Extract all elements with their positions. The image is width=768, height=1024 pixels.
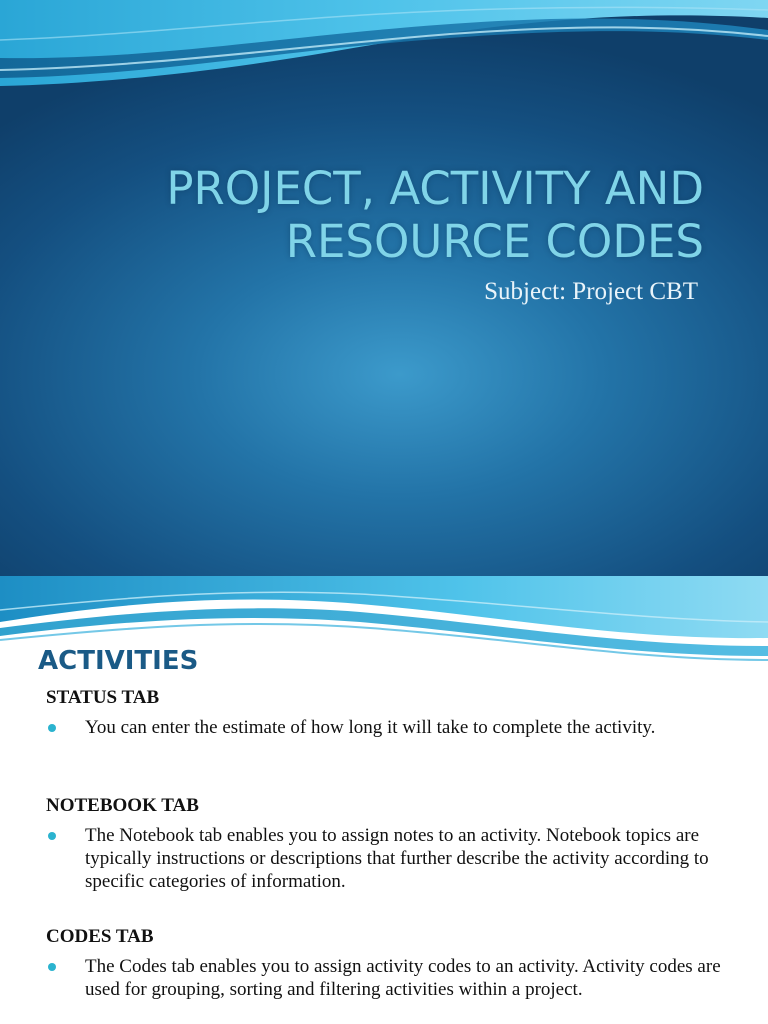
bullet-notebook-tab bbox=[46, 824, 742, 893]
content-slide bbox=[0, 576, 768, 1024]
bullet-codes-tab bbox=[46, 955, 742, 1001]
bullet-dot-icon bbox=[48, 724, 56, 732]
slide-title bbox=[40, 162, 704, 268]
bullet-text: The Notebook tab enables you to assign notes to an activity. Notebook topics are typically instructions or descriptions that further describe the activity according to specific categories of information. bbox=[85, 825, 709, 892]
bullet-text: The Codes tab enables you to assign activity codes to an activity. Activity codes are used for grouping, sorting and filtering activities within a project. bbox=[85, 956, 721, 1000]
wave-header-decoration bbox=[0, 0, 768, 110]
bullet-text: You can enter the estimate of how long it will take to complete the activity. bbox=[85, 717, 656, 738]
slide-subtitle: Subject: Project CBT bbox=[484, 278, 698, 305]
slide-heading: ACTIVITIES bbox=[38, 646, 199, 676]
bullet-status-tab bbox=[46, 716, 742, 739]
slide-title-line-1: PROJECT, ACTIVITY AND bbox=[166, 162, 704, 216]
section-title-codes-tab: CODES TAB bbox=[46, 926, 154, 947]
section-title-notebook-tab: NOTEBOOK TAB bbox=[46, 795, 199, 816]
section-title-status-tab: STATUS TAB bbox=[46, 687, 160, 708]
bullet-dot-icon bbox=[48, 832, 56, 840]
bullet-dot-icon bbox=[48, 963, 56, 971]
slide-title-line-2: RESOURCE CODES bbox=[285, 215, 704, 269]
